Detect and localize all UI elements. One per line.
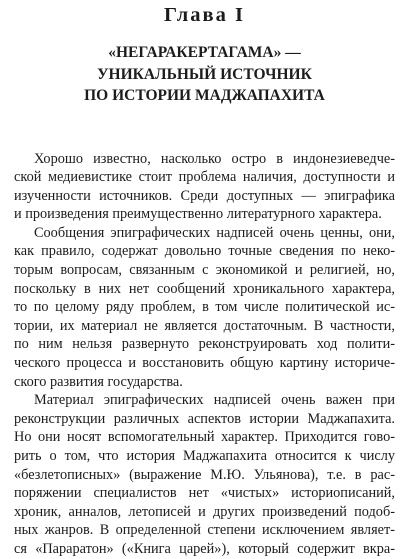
text-line: поскольку в них нет сообщений хроникального характера, [14, 280, 395, 297]
text-line: ных жанров. В определенной степени исключением являет- [14, 522, 395, 539]
text-line: ского развития государства. [14, 373, 183, 390]
text-line: «безлетописных» (выражение М.Ю. Ульянова), т.е. в рас- [14, 466, 395, 483]
text-line: то по целому ряду проблем, в том числе политической ис- [14, 299, 395, 316]
text-line: тории, их материал не является достаточным. В частности, [14, 317, 395, 334]
chapter-title-line: ПО ИСТОРИИ МАДЖАПАХИТА [84, 87, 325, 104]
text-line: хроник, анналов, летописей и других произведений подоб- [14, 503, 395, 520]
text-line: ся «Параратон» («Книга царей»), который содержит вкра- [14, 540, 395, 557]
chapter-title-line: «НЕГАРАКЕРТАГАМА» — [108, 44, 301, 61]
paragraph [14, 224, 395, 391]
paragraph [14, 391, 395, 558]
body-text [14, 150, 395, 559]
chapter-label: Глава I [164, 4, 245, 26]
text-line: ской медиевистике стоит проблема наличия, доступности и [14, 169, 395, 186]
text-line: по ним нельзя развернуто реконструировать ход полити- [14, 336, 395, 353]
text-line: и произведения преимущественно литературного характера. [14, 206, 382, 223]
text-line: реконструкции различных аспектов истории Маджапахита. [14, 410, 395, 427]
text-line: рить о том, что история Маджапахита относится к числу [14, 448, 395, 464]
text-line: Но они носят вспомогательный характер. Приходится гово- [14, 429, 395, 446]
chapter-title-line: УНИКАЛЬНЫЙ ИСТОЧНИК [97, 65, 312, 83]
chapter-title [14, 42, 395, 107]
text-line: поряжении специалистов нет «чистых» историописаний, [14, 485, 395, 502]
text-line: Материал эпиграфических надписей очень важен при [34, 392, 395, 409]
text-line: Хорошо известно, насколько остро в индонезиеведче- [34, 150, 395, 167]
text-line: Сообщения эпиграфических надписей очень ценны, они, [34, 224, 395, 241]
text-line: изученности источников. Среди доступных — эпиграфика [14, 187, 395, 204]
text-line: ческого процесса и восстановить общую картину историче- [14, 355, 395, 372]
text-line: торым вопросам, связанным с экономикой и религией, но, [14, 262, 395, 279]
text-line: как правило, содержат довольно точные сведения по неко- [14, 243, 395, 260]
paragraph [14, 150, 395, 224]
